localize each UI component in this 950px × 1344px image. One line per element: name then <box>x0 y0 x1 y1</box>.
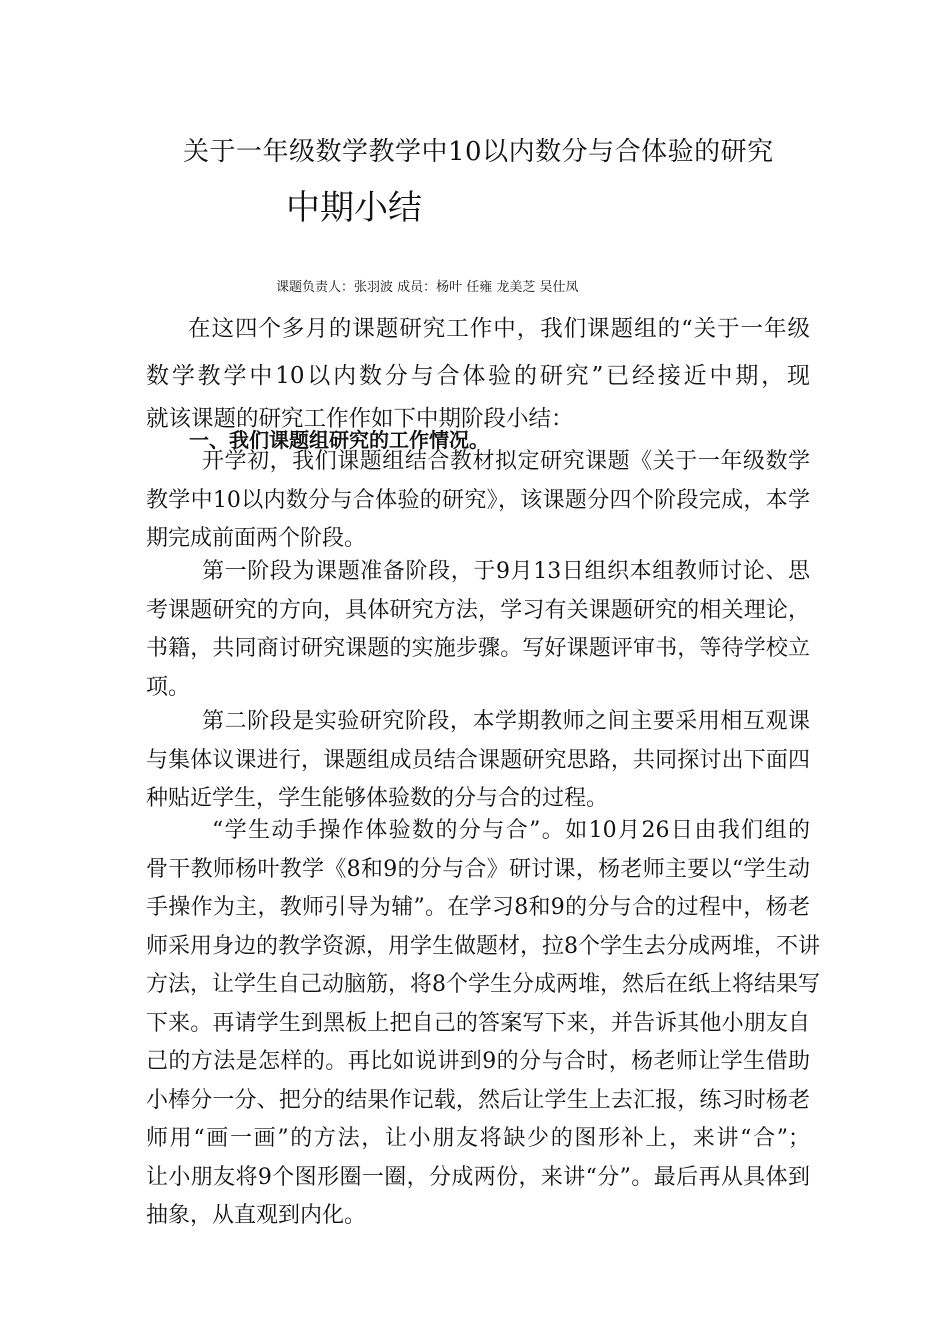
paragraph-line: 己的方法是怎样的。再比如说讲到9的分与合时，杨老师让学生借助 <box>146 1049 810 1074</box>
paragraph-line: 期完成前面两个阶段。 <box>146 526 367 551</box>
paragraph-line: 方法，让学生自己动脑筋，将8个学生分成两堆，然后在纸上将结果写 <box>146 972 820 997</box>
paragraph-line: 师用“画一画”的方法，让小朋友将缺少的图形补上，来讲“合”； <box>146 1126 810 1151</box>
paragraph-line: 开学初，我们课题组结合教材拟定研究课题《关于一年级数学 <box>202 449 810 474</box>
intro-line: 就该课题的研究工作作如下中期阶段小结： <box>146 406 574 432</box>
document-subtitle: 中期小结 <box>286 188 422 228</box>
paragraph-line: 项。 <box>146 674 191 700</box>
paragraph-line: 下来。再请学生到黑板上把自己的答案写下来，并告诉其他小朋友自 <box>146 1010 810 1036</box>
paragraph-line: 第一阶段为课题准备阶段，于9月13日组织本组教师讨论、思 <box>202 559 810 584</box>
paragraph-line: 第二阶段是实验研究阶段，本学期教师之间主要采用相互观课 <box>202 709 810 734</box>
paragraph-line: 让小朋友将9个图形圈一圈，分成两份，来讲“分”。最后再从具体到 <box>146 1164 810 1190</box>
paragraph-line: 种贴近学生，学生能够体验数的分与合的过程。 <box>146 786 609 811</box>
paragraph-line: 师采用身边的教学资源，用学生做题材，拉8个学生去分成两堆，不讲 <box>146 933 820 959</box>
intro-paragraph <box>146 310 810 434</box>
paragraph-line: 考课题研究的方向，具体研究方法，学习有关课题研究的相关理论， <box>146 597 810 623</box>
paragraph-line: 与集体议课进行，课题组成员结合课题研究思路，共同探讨出下面四 <box>146 747 810 773</box>
paragraph-line: 教学中10以内数分与合体验的研究》，该课题分四个阶段完成，本学 <box>146 487 810 513</box>
paragraph-line: 抽象，从直观到内化。 <box>146 1203 367 1228</box>
section-heading: 一、我们课题组研究的工作情况。 <box>189 428 489 452</box>
paragraph-1 <box>146 443 810 559</box>
paragraph-3 <box>146 703 810 819</box>
paragraph-line: 手操作为主，教师引导为辅”。在学习8和9的分与合的过程中，杨老 <box>146 895 810 920</box>
intro-line: 数学教学中10以内数分与合体验的研究”已经接近中期，现 <box>146 363 810 389</box>
paragraph-line: “学生动手操作体验数的分与合”。如10月26日由我们组的 <box>212 818 810 843</box>
paragraph-line: 小棒分一分、把分的结果作记载，然后让学生上去汇报，练习时杨老 <box>146 1087 810 1113</box>
authors-line: 课题负责人：张羽波 成员：杨叶 任雍 龙美芝 吴仕凤 <box>276 280 579 295</box>
paragraph-line: 书籍，共同商讨研究课题的实施步骤。写好课题评审书，等待学校立 <box>146 636 810 661</box>
document-title: 关于一年级数学教学中10以内数分与合体验的研究 <box>183 137 774 167</box>
paragraph-2 <box>146 553 810 707</box>
paragraph-4 <box>146 812 820 1236</box>
paragraph-line: 骨干教师杨叶教学《8和9的分与合》研讨课，杨老师主要以“学生动 <box>146 856 810 882</box>
intro-line: 在这四个多月的课题研究工作中，我们课题组的“关于一年级 <box>188 316 810 342</box>
